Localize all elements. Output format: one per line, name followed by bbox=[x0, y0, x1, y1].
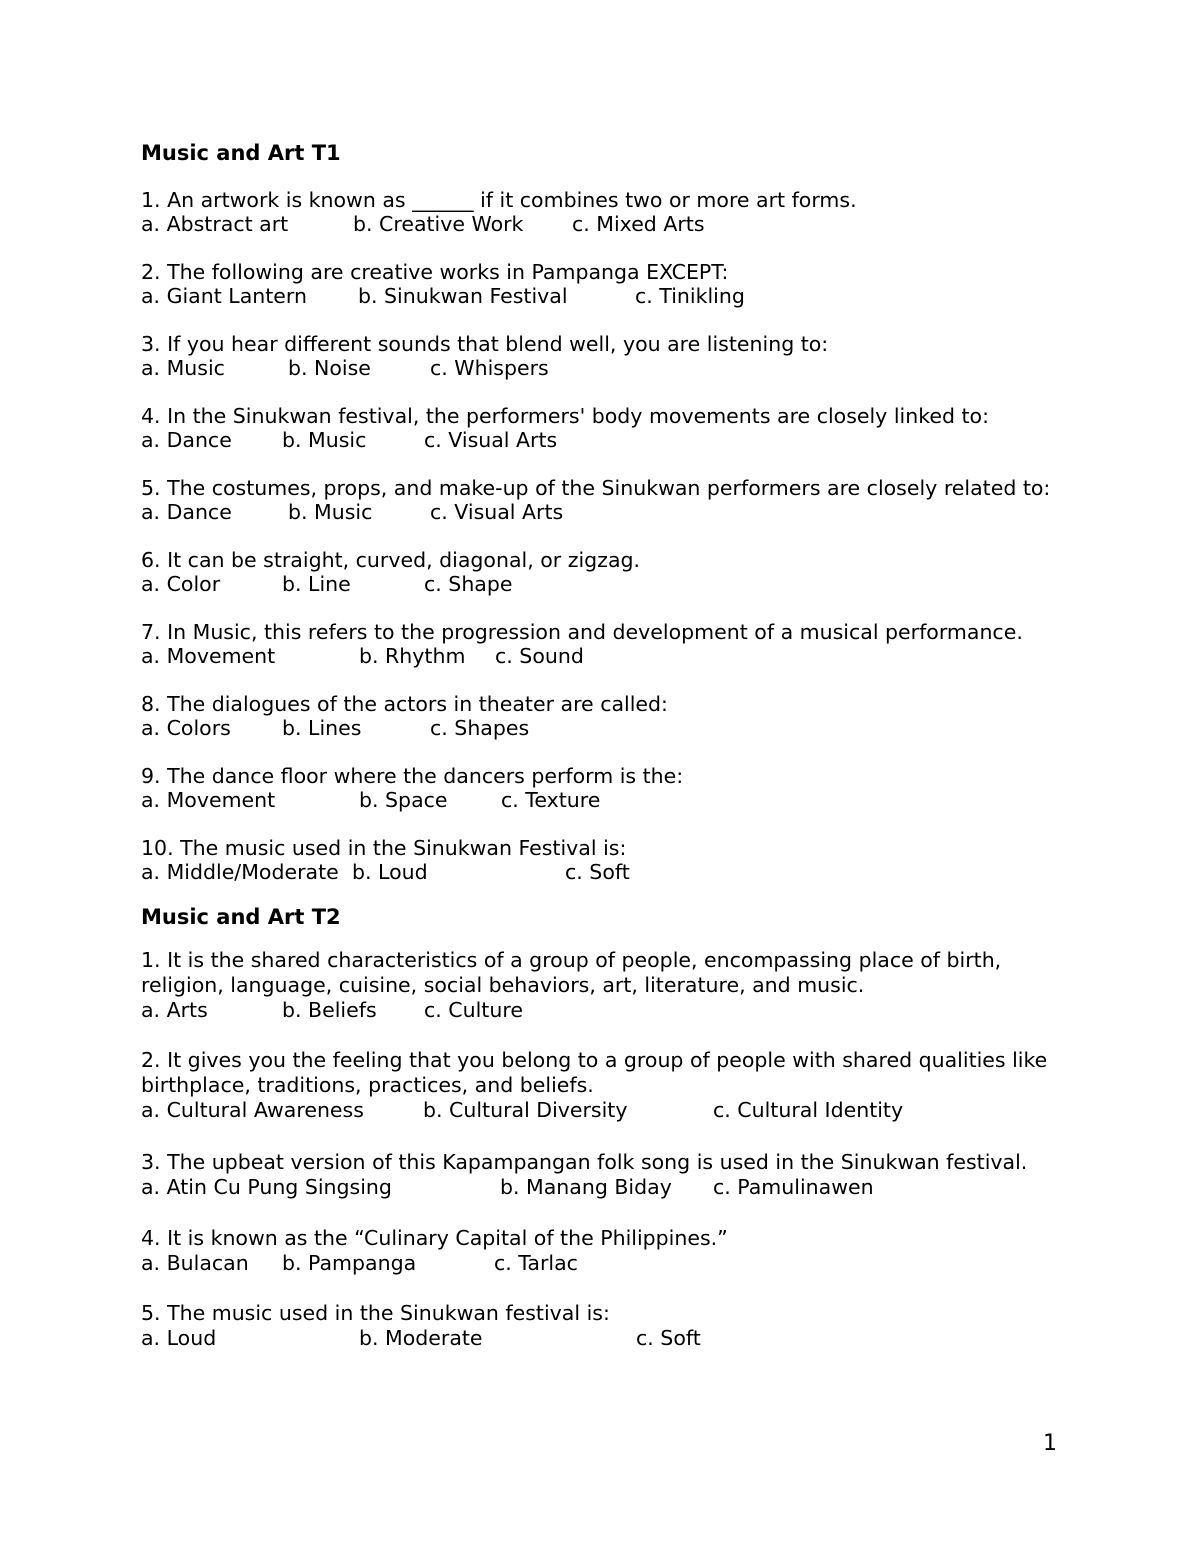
question-t1-8 bbox=[141, 692, 1071, 740]
question-text: 5. The music used in the Sinukwan festival is: bbox=[141, 1301, 610, 1325]
option-b: b. Loud bbox=[352, 860, 428, 884]
section-t2-questions bbox=[141, 948, 1071, 1351]
answer-options bbox=[141, 1251, 1071, 1276]
option-a: a. Arts bbox=[141, 998, 208, 1022]
answer-options bbox=[141, 500, 1071, 524]
question-text: 2. It gives you the feeling that you belong to a group of people with shared qualities like birthplace, traditions, practices, and beliefs. bbox=[141, 1048, 1054, 1097]
question-t2-3 bbox=[141, 1150, 1071, 1200]
answer-options bbox=[141, 716, 1071, 740]
option-b: b. Sinukwan Festival bbox=[358, 284, 568, 308]
option-a: a. Color bbox=[141, 572, 221, 596]
option-a: a. Movement bbox=[141, 788, 276, 812]
option-b: b. Lines bbox=[282, 716, 362, 740]
question-text: 3. If you hear different sounds that blend well, you are listening to: bbox=[141, 332, 829, 356]
worksheet-content bbox=[141, 140, 1071, 1376]
question-t1-10 bbox=[141, 836, 1071, 884]
question-t1-3 bbox=[141, 332, 1071, 380]
option-c: c. Sound bbox=[495, 644, 584, 668]
answer-options bbox=[141, 356, 1071, 380]
option-b: b. Beliefs bbox=[282, 998, 377, 1022]
question-t1-1 bbox=[141, 188, 1071, 236]
option-a: a. Atin Cu Pung Singsing bbox=[141, 1175, 392, 1199]
question-text: 7. In Music, this refers to the progression and development of a musical performance. bbox=[141, 620, 1023, 644]
question-t1-9 bbox=[141, 764, 1071, 812]
option-c: c. Pamulinawen bbox=[713, 1175, 874, 1199]
section-title-t2: Music and Art T2 bbox=[141, 905, 341, 929]
answer-options bbox=[141, 284, 1071, 308]
option-a: a. Dance bbox=[141, 428, 232, 452]
option-c: c. Shape bbox=[424, 572, 513, 596]
option-c: c. Texture bbox=[501, 788, 601, 812]
option-b: b. Music bbox=[288, 500, 373, 524]
option-b: b. Cultural Diversity bbox=[423, 1098, 628, 1122]
option-c: c. Shapes bbox=[430, 716, 530, 740]
option-b: b. Rhythm bbox=[359, 644, 466, 668]
question-t1-2 bbox=[141, 260, 1071, 308]
option-a: a. Loud bbox=[141, 1326, 217, 1350]
option-a: a. Abstract art bbox=[141, 212, 289, 236]
question-t2-5 bbox=[141, 1301, 1071, 1351]
answer-options bbox=[141, 572, 1071, 596]
option-a: a. Colors bbox=[141, 716, 231, 740]
page-number: 1 bbox=[1043, 1431, 1057, 1456]
question-t2-4 bbox=[141, 1226, 1071, 1276]
answer-options bbox=[141, 860, 1071, 884]
answer-options bbox=[141, 788, 1071, 812]
question-t2-2 bbox=[141, 1048, 1071, 1123]
option-a: a. Giant Lantern bbox=[141, 284, 307, 308]
answer-options bbox=[141, 1098, 1071, 1123]
option-b: b. Manang Biday bbox=[500, 1175, 672, 1199]
question-t1-7 bbox=[141, 620, 1071, 668]
question-t2-1 bbox=[141, 948, 1071, 1023]
option-c: c. Visual Arts bbox=[430, 500, 564, 524]
section-title-t1: Music and Art T1 bbox=[141, 141, 341, 165]
option-c: c. Mixed Arts bbox=[572, 212, 705, 236]
question-text: 1. It is the shared characteristics of a group of people, encompassing place of birth, religion, language, cuisine, social behaviors, art, literature, and music. bbox=[141, 948, 1008, 997]
option-a: a. Dance bbox=[141, 500, 232, 524]
answer-options bbox=[141, 1326, 1071, 1351]
option-b: b. Pampanga bbox=[282, 1251, 417, 1275]
option-b: b. Line bbox=[282, 572, 351, 596]
option-b: b. Music bbox=[282, 428, 367, 452]
option-c: c. Tarlac bbox=[494, 1251, 578, 1275]
option-b: b. Moderate bbox=[359, 1326, 483, 1350]
answer-options bbox=[141, 998, 1071, 1023]
option-c: c. Soft bbox=[565, 860, 630, 884]
option-c: c. Whispers bbox=[430, 356, 549, 380]
option-c: c. Soft bbox=[636, 1326, 701, 1350]
option-b: b. Creative Work bbox=[353, 212, 524, 236]
option-a: a. Music bbox=[141, 356, 225, 380]
option-a: a. Cultural Awareness bbox=[141, 1098, 364, 1122]
answer-options bbox=[141, 212, 1071, 236]
question-text: 5. The costumes, props, and make-up of the Sinukwan performers are closely related to: bbox=[141, 476, 1051, 500]
option-b: b. Noise bbox=[288, 356, 371, 380]
option-c: c. Cultural Identity bbox=[713, 1098, 904, 1122]
option-b: b. Space bbox=[359, 788, 448, 812]
option-a: a. Movement bbox=[141, 644, 276, 668]
answer-options bbox=[141, 428, 1071, 452]
question-t1-6 bbox=[141, 548, 1071, 596]
option-c: c. Visual Arts bbox=[424, 428, 558, 452]
section-t1-questions bbox=[141, 188, 1071, 884]
option-c: c. Culture bbox=[424, 998, 523, 1022]
question-text: 1. An artwork is known as ______ if it combines two or more art forms. bbox=[141, 188, 857, 212]
option-a: a. Middle/Moderate bbox=[141, 860, 339, 884]
question-text: 8. The dialogues of the actors in theater are called: bbox=[141, 692, 668, 716]
question-text: 10. The music used in the Sinukwan Festival is: bbox=[141, 836, 627, 860]
question-text: 9. The dance floor where the dancers perform is the: bbox=[141, 764, 684, 788]
answer-options bbox=[141, 1175, 1071, 1200]
answer-options bbox=[141, 644, 1071, 668]
question-text: 6. It can be straight, curved, diagonal, or zigzag. bbox=[141, 548, 641, 572]
option-c: c. Tinikling bbox=[635, 284, 745, 308]
question-text: 2. The following are creative works in Pampanga EXCEPT: bbox=[141, 260, 729, 284]
question-text: 4. In the Sinukwan festival, the performers' body movements are closely linked to: bbox=[141, 404, 989, 428]
option-a: a. Bulacan bbox=[141, 1251, 249, 1275]
question-text: 4. It is known as the “Culinary Capital of the Philippines.” bbox=[141, 1226, 728, 1250]
question-t1-4 bbox=[141, 404, 1071, 452]
question-t1-5 bbox=[141, 476, 1071, 524]
question-text: 3. The upbeat version of this Kapampangan folk song is used in the Sinukwan festival. bbox=[141, 1150, 1028, 1174]
